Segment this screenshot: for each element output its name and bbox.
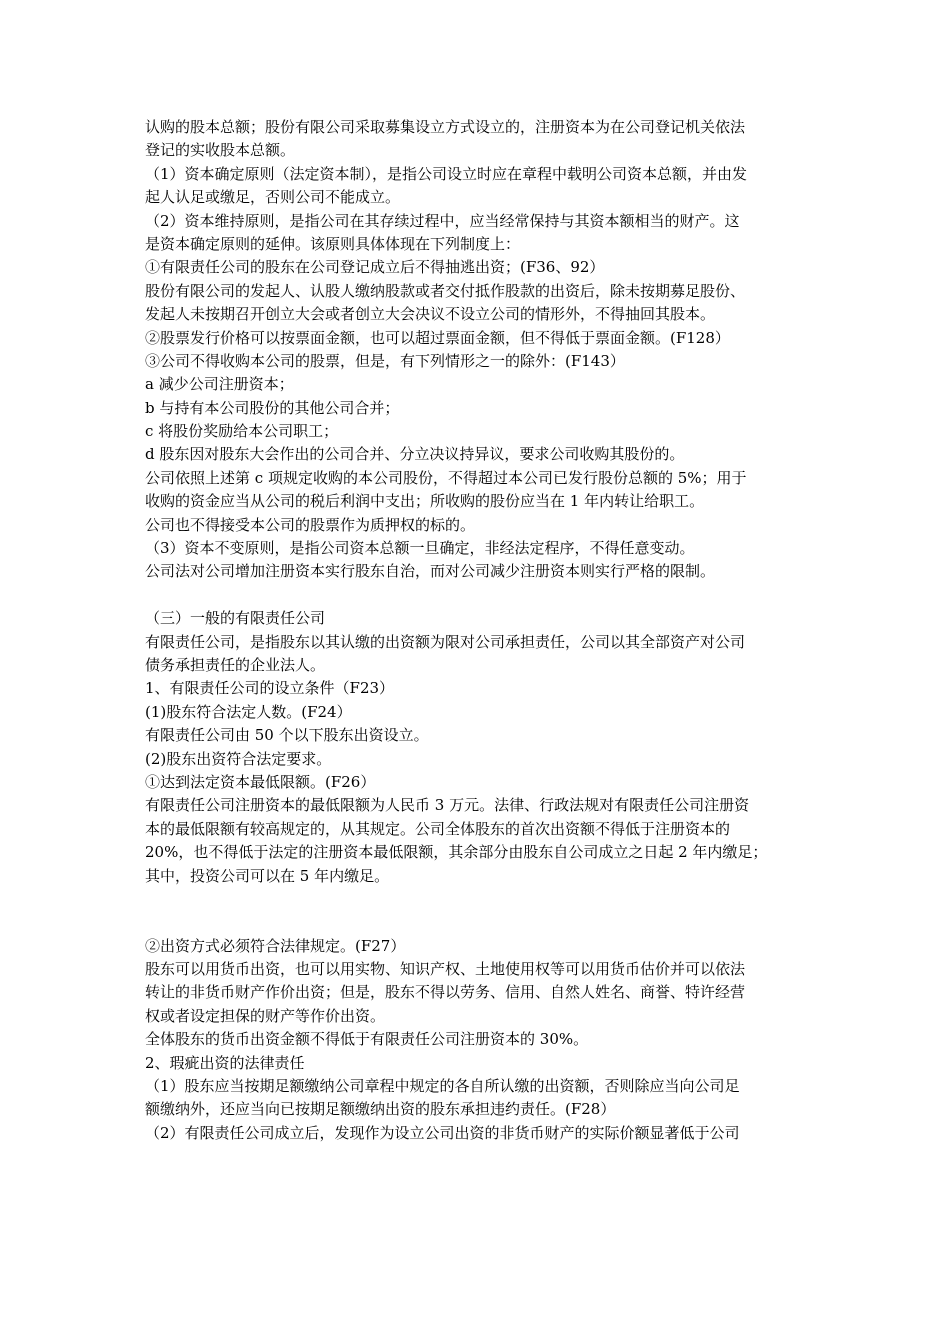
text-line: 公司依照上述第 c 项规定收购的本公司股份，不得超过本公司已发行股份总额的 5%；用于 — [145, 468, 747, 487]
blank-line — [145, 584, 810, 607]
text-line: 公司法对公司增加注册资本实行股东自治，而对公司减少注册资本则实行严格的限制。 — [145, 562, 716, 581]
section-heading: （三）一般的有限责任公司 — [145, 609, 326, 628]
text-line: 有限责任公司，是指股东以其认缴的出资额为限对公司承担责任，公司以其全部资产对公司 — [145, 632, 746, 651]
text-line: 1、有限责任公司的设立条件（F23） — [145, 679, 395, 698]
text-line: 其中，投资公司可以在 5 年内缴足。 — [145, 866, 390, 885]
text-line: 收购的资金应当从公司的税后利润中支出；所收购的股份应当在 1 年内转让给职工。 — [145, 492, 705, 511]
blank-line — [145, 888, 810, 935]
text-line: (1)股东符合法定人数。(F24） — [145, 702, 352, 721]
document-page — [145, 116, 810, 1145]
text-line: ②股票发行价格可以按票面金额，也可以超过票面金额，但不得低于票面金额。(F128） — [145, 328, 730, 347]
text-line: 权或者设定担保的财产等作价出资。 — [145, 1006, 386, 1025]
text-line: 股份有限公司的发起人、认股人缴纳股款或者交付抵作股款的出资后，除未按期募足股份、 — [145, 281, 746, 300]
text-line: （1）资本确定原则（法定资本制），是指公司设立时应在章程中载明公司资本总额，并由发 — [145, 164, 748, 183]
text-line: 认购的股本总额；股份有限公司采取募集设立方式设立的，注册资本为在公司登记机关依法 — [145, 118, 746, 136]
text-line: d 股东因对股东大会作出的公司合并、分立决议持异议，要求公司收购其股份的。 — [145, 445, 685, 464]
text-line: （2）有限责任公司成立后，发现作为设立公司出资的非货币财产的实际价额显著低于公司 — [145, 1123, 740, 1142]
text-line: （1）股东应当按期足额缴纳公司章程中规定的各自所认缴的出资额，否则除应当向公司足 — [145, 1077, 740, 1096]
text-line: ①达到法定资本最低限额。(F26） — [145, 772, 376, 791]
text-line: (2)股东出资符合法定要求。 — [145, 749, 332, 768]
text-line: 本的最低限额有较高规定的，从其规定。公司全体股东的首次出资额不得低于注册资本的 — [145, 819, 731, 838]
text-line: 20%，也不得低于法定的注册资本最低限额，其余部分由股东自公司成立之日起 2 年内缴足； — [145, 843, 768, 862]
text-line: （3）资本不变原则，是指公司资本总额一旦确定，非经法定程序，不得任意变动。 — [145, 539, 695, 558]
text-line: 有限责任公司由 50 个以下股东出资设立。 — [145, 726, 429, 745]
text-line: ②出资方式必须符合法律规定。(F27） — [145, 936, 406, 955]
text-line: c 将股份奖励给本公司职工； — [145, 422, 339, 441]
text-line: ①有限责任公司的股东在公司登记成立后不得抽逃出资；(F36、92） — [145, 258, 605, 277]
text-line: （2）资本维持原则，是指公司在其存续过程中，应当经常保持与其资本额相当的财产。这 — [145, 211, 740, 230]
text-line: 公司也不得接受本公司的股票作为质押权的标的。 — [145, 515, 476, 534]
text-line: 有限责任公司注册资本的最低限额为人民币 3 万元。法律、行政法规对有限责任公司注册资 — [145, 796, 750, 815]
text-line: 债务承担责任的企业法人。 — [145, 655, 326, 674]
text-line: 是资本确定原则的延伸。该原则具体体现在下列制度上： — [145, 234, 521, 253]
text-line: ③公司不得收购本公司的股票，但是，有下列情形之一的除外：(F143） — [145, 351, 625, 370]
text-line: 转让的非货币财产作价出资；但是，股东不得以劳务、信用、自然人姓名、商誉、特许经营 — [145, 983, 746, 1002]
text-line: 全体股东的货币出资金额不得低于有限责任公司注册资本的 30%。 — [145, 1030, 589, 1049]
text-line: 2、瑕疵出资的法律责任 — [145, 1053, 305, 1072]
text-line: 额缴纳外，还应当向已按期足额缴纳出资的股东承担违约责任。(F28） — [145, 1100, 616, 1119]
text-line: a 减少公司注册资本； — [145, 375, 294, 394]
text-line: 登记的实收股本总额。 — [145, 141, 296, 160]
text-line: b 与持有本公司股份的其他公司合并； — [145, 398, 400, 417]
text-line: 起人认足或缴足，否则公司不能成立。 — [145, 188, 401, 207]
text-line: 发起人未按期召开创立大会或者创立大会决议不设立公司的情形外，不得抽回其股本。 — [145, 305, 716, 324]
text-line: 股东可以用货币出资，也可以用实物、知识产权、土地使用权等可以用货币估价并可以依法 — [145, 960, 746, 979]
